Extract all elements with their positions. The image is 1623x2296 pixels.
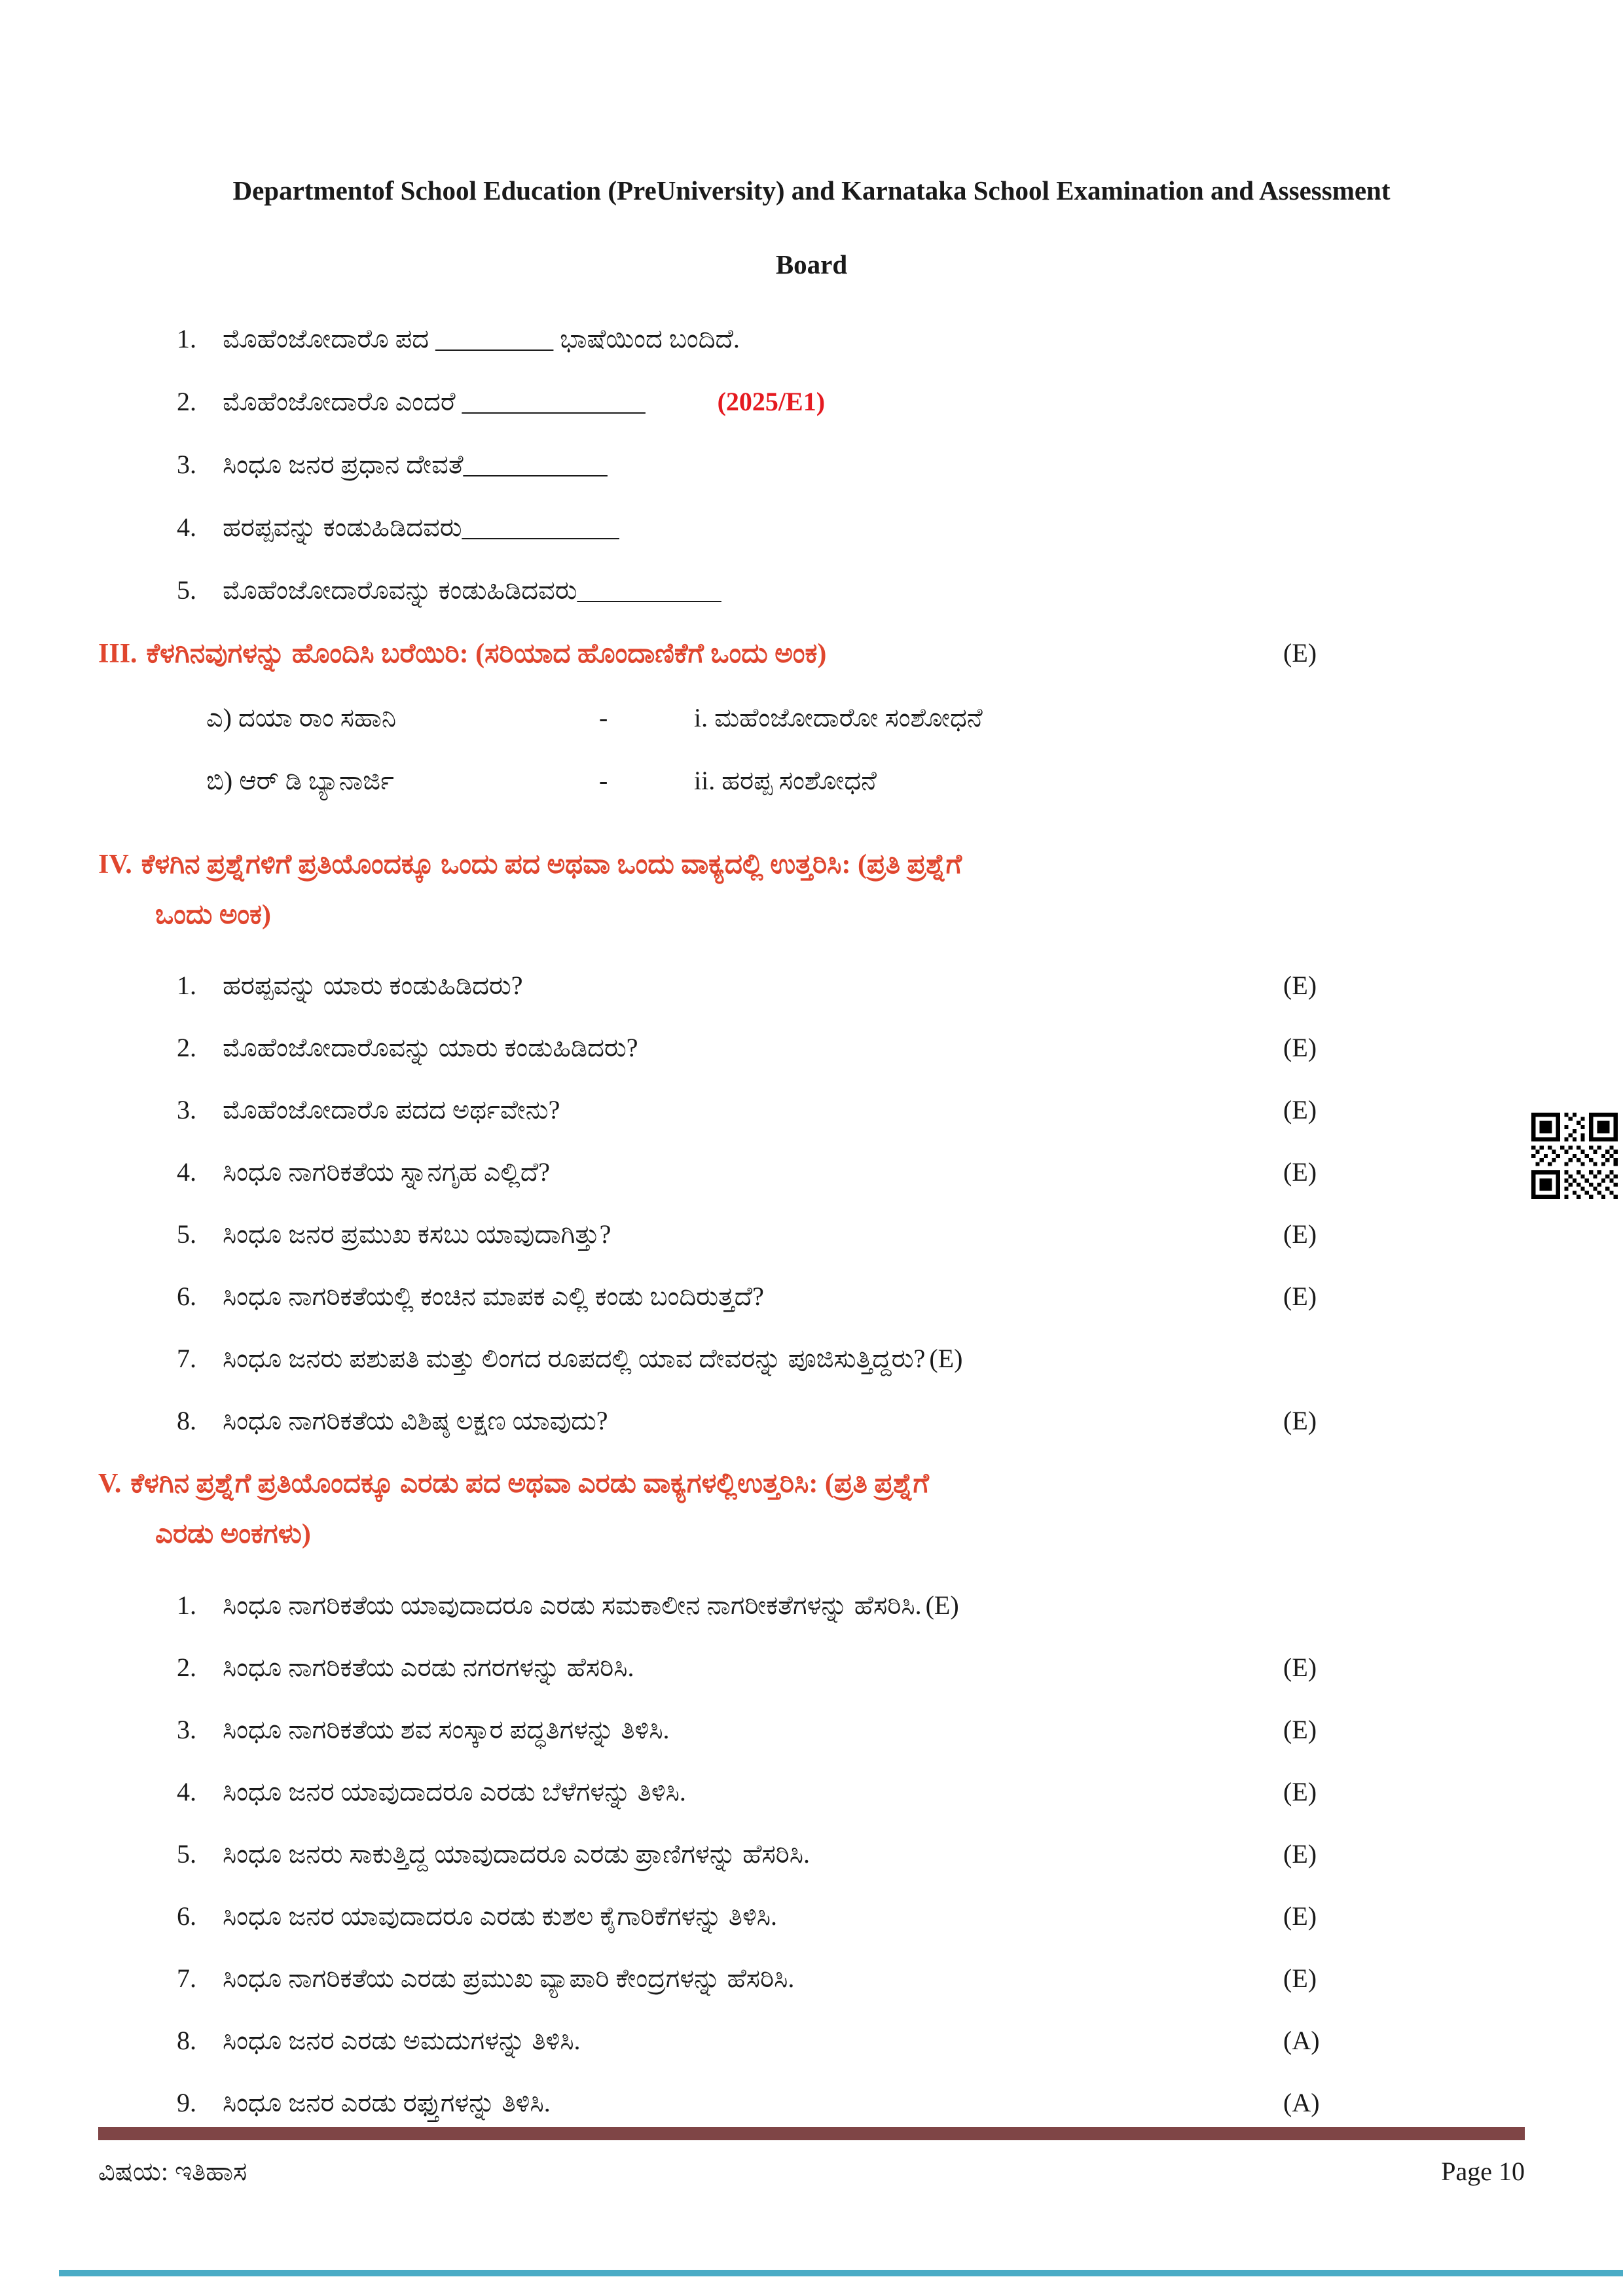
question-mark: (E) — [1283, 1901, 1317, 1931]
question-row — [177, 1651, 1525, 1685]
match-pair — [206, 701, 1525, 735]
question-text: ಮೊಹೆಂಜೋದಾರೊ ಪದದ ಅರ್ಥವೇನು? — [223, 1095, 560, 1125]
question-number: 5. — [177, 1839, 196, 1869]
question-row — [177, 1775, 1525, 1809]
item-number: 2. — [177, 386, 196, 416]
question-mark: (E) — [925, 1590, 959, 1620]
question-row — [177, 1280, 1525, 1314]
question-number: 2. — [177, 1652, 196, 1682]
question-row — [177, 969, 1525, 1003]
question-row — [177, 1588, 1525, 1623]
question-text: ಸಿಂಧೂ ನಾಗರಿಕತೆಯ ಶವ ಸಂಸ್ಕಾರ ಪದ್ಧತಿಗಳನ್ನು ತಿಳಿಸಿ. — [223, 1714, 670, 1744]
footer-rule — [98, 2127, 1525, 2140]
question-number: 1. — [177, 971, 196, 1001]
match-left: ಎ) ದಯಾ ರಾಂ ಸಹಾನಿ — [206, 703, 397, 733]
question-row — [177, 2086, 1525, 2120]
qr-code — [1531, 1113, 1618, 1199]
section-heading-line1 — [98, 1466, 1525, 1502]
section-iv-heading — [98, 847, 1525, 933]
fill-blank-item — [177, 573, 1525, 607]
question-text: ಸಿಂಧೂ ನಾಗರಿಕತೆಯ ಎರಡು ನಗರಗಳನ್ನು ಹೆಸರಿಸಿ. — [223, 1652, 634, 1682]
section-heading-line2: ಎರಡು ಅಂಕಗಳು) — [155, 1518, 311, 1549]
item-number: 4. — [177, 512, 196, 542]
question-number: 1. — [177, 1590, 196, 1620]
fill-blank-list — [177, 322, 1525, 607]
question-number: 8. — [177, 2025, 196, 2055]
question-text: ಮೊಹೆಂಜೋದಾರೊವನ್ನು ಯಾರು ಕಂಡುಹಿಡಿದರು? — [223, 1033, 638, 1063]
section-heading-line1 — [98, 847, 1525, 883]
section-heading-line2: ಒಂದು ಅಂಕ) — [155, 899, 271, 930]
question-row — [177, 1404, 1525, 1438]
question-row — [177, 1031, 1525, 1065]
section-number: III. — [98, 638, 137, 669]
section-iii-heading — [98, 636, 1525, 672]
question-number: 3. — [177, 1095, 196, 1125]
item-text: ಸಿಂಧೂ ಜನರ ಪ್ರಧಾನ ದೇವತೆ___________ — [223, 449, 608, 479]
question-mark: (E) — [1283, 1095, 1317, 1125]
question-row — [177, 1155, 1525, 1189]
item-number: 5. — [177, 575, 196, 605]
question-number: 7. — [177, 1963, 196, 1993]
question-row — [177, 1342, 1525, 1376]
question-mark: (E) — [1283, 1714, 1317, 1744]
question-row — [177, 1713, 1525, 1747]
question-mark: (E) — [1283, 1033, 1317, 1063]
page-header — [0, 173, 1623, 283]
match-pair-list — [206, 701, 1525, 798]
section-title: ಕೆಳಗಿನ ಪ್ರಶ್ನೆಗಳಿಗೆ ಪ್ರತಿಯೊಂದಕ್ಕೂ ಒಂದು ಪದ ಅಥವಾ ಒಂದು ವಾಕ್ಯದಲ್ಲಿ ಉತ್ತರಿಸಿ: (ಪ್ರತಿ ಪ್ರಶ್ನೆಗೆ — [141, 850, 962, 880]
question-number: 9. — [177, 2087, 196, 2117]
question-text: ಸಿಂಧೂ ಜನರ ಪ್ರಮುಖ ಕಸಬು ಯಾವುದಾಗಿತ್ತು? — [223, 1219, 611, 1249]
question-mark: (E) — [1283, 1652, 1317, 1682]
section-number: V. — [98, 1469, 122, 1499]
item-text: ಮೊಹೆಂಜೋದಾರೊ ಪದ _________ ಭಾಷೆಯಿಂದ ಬಂದಿದೆ. — [223, 323, 740, 353]
question-row — [177, 1093, 1525, 1127]
section-v-question-list — [177, 1588, 1525, 2120]
question-text: ಸಿಂಧೂ ಜನರ ಯಾವುದಾದರೂ ಎರಡು ಕುಶಲ ಕೈಗಾರಿಕೆಗಳನ್ನು ತಿಳಿಸಿ. — [223, 1901, 777, 1931]
fill-blank-item — [177, 322, 1525, 356]
question-text: ಸಿಂಧೂ ನಾಗರಿಕತೆಯಲ್ಲಿ ಕಂಚಿನ ಮಾಪಕ ಎಲ್ಲಿ ಕಂಡು ಬಂದಿರುತ್ತದೆ? — [223, 1282, 764, 1312]
section-title: ಕೆಳಗಿನವುಗಳನ್ನು ಹೊಂದಿಸಿ ಬರೆಯಿರಿ: (ಸರಿಯಾದ ಹೊಂದಾಣಿಕೆಗೆ ಒಂದು ಅಂಕ) — [146, 638, 827, 669]
year-code-marker: (2025/E1) — [717, 386, 826, 416]
fill-blank-item — [177, 448, 1525, 482]
item-number: 1. — [177, 323, 196, 353]
question-number: 3. — [177, 1714, 196, 1744]
question-mark: (E) — [1283, 1406, 1317, 1436]
question-text: ಸಿಂಧೂ ಜನರ ಯಾವುದಾದರೂ ಎರಡು ಬೆಳೆಗಳನ್ನು ತಿಳಿಸಿ. — [223, 1776, 686, 1806]
section-title: ಕೆಳಗಿನ ಪ್ರಶ್ನೆಗೆ ಪ್ರತಿಯೊಂದಕ್ಕೂ ಎರಡು ಪದ ಅಥವಾ ಎರಡು ವಾಕ್ಯಗಳಲ್ಲಿಉತ್ತರಿಸಿ: (ಪ್ರತಿ ಪ್ರಶ್ನೆಗೆ — [130, 1469, 929, 1499]
question-mark: (E) — [1283, 971, 1317, 1001]
footer — [98, 2155, 1525, 2189]
question-mark: (A) — [1283, 2087, 1320, 2117]
item-text: ಹರಪ್ಪವನ್ನು ಕಂಡುಹಿಡಿದವರು____________ — [223, 512, 619, 542]
match-left: ಬಿ) ಆರ್ ಡಿ ಬ್ಯಾನಾರ್ಜಿ — [206, 766, 394, 796]
item-text: ಮೊಹೆಂಜೋದಾರೊವನ್ನು ಕಂಡುಹಿಡಿದವರು___________ — [223, 575, 721, 605]
question-row — [177, 2024, 1525, 2058]
question-text: ಸಿಂಧೂ ನಾಗರಿಕತೆಯ ಎರಡು ಪ್ರಮುಖ ವ್ಯಾಪಾರಿ ಕೇಂದ್ರಗಳನ್ನು ಹೆಸರಿಸಿ. — [223, 1963, 795, 1993]
question-text: ಸಿಂಧೂ ಜನರು ಸಾಕುತ್ತಿದ್ದ ಯಾವುದಾದರೂ ಎರಡು ಪ್ರಾಣಿಗಳನ್ನು ಹೆಸರಿಸಿ. — [223, 1839, 811, 1869]
question-text: ಸಿಂಧೂ ನಾಗರಿಕತೆಯ ಸ್ನಾನಗೃಹ ಎಲ್ಲಿದೆ? — [223, 1157, 550, 1187]
match-dash: - — [599, 766, 608, 796]
question-row — [177, 1217, 1525, 1251]
question-text: ಸಿಂಧೂ ಜನರು ಪಶುಪತಿ ಮತ್ತು ಲಿಂಗದ ರೂಪದಲ್ಲಿ ಯಾವ ದೇವರನ್ನು ಪೂಜಿಸುತ್ತಿದ್ದರು? — [223, 1344, 926, 1374]
question-mark: (E) — [1283, 1219, 1317, 1249]
footer-subject: ವಿಷಯ: ಇತಿಹಾಸ — [98, 2157, 247, 2186]
question-number: 6. — [177, 1282, 196, 1312]
question-mark: (E) — [929, 1344, 963, 1374]
question-number: 7. — [177, 1344, 196, 1374]
bottom-border-line — [59, 2270, 1623, 2276]
question-row — [177, 1899, 1525, 1933]
question-text: ಸಿಂಧೂ ಜನರ ಎರಡು ಅಮದುಗಳನ್ನು ತಿಳಿಸಿ. — [223, 2025, 581, 2055]
question-mark: (E) — [1283, 1776, 1317, 1806]
item-text: ಮೊಹೆಂಜೋದಾರೊ ಎಂದರೆ ______________ — [223, 386, 646, 416]
question-number: 4. — [177, 1157, 196, 1187]
question-mark: (A) — [1283, 2025, 1320, 2055]
question-text: ಸಿಂಧೂ ನಾಗರಿಕತೆಯ ವಿಶಿಷ್ಠ ಲಕ್ಷಣ ಯಾವುದು? — [223, 1406, 608, 1436]
question-mark: (E) — [1283, 1963, 1317, 1993]
question-text: ಹರಪ್ಪವನ್ನು ಯಾರು ಕಂಡುಹಿಡಿದರು? — [223, 971, 523, 1001]
match-right: ii. ಹರಪ್ಪ ಸಂಶೋಧನೆ — [694, 766, 877, 796]
fill-blank-item — [177, 511, 1525, 545]
match-dash: - — [599, 703, 608, 733]
section-number: IV. — [98, 850, 132, 880]
section-v-heading — [98, 1466, 1525, 1552]
question-number: 5. — [177, 1219, 196, 1249]
match-right: i. ಮಹೆಂಜೋದಾರೋ ಸಂಶೋಧನೆ — [694, 703, 983, 733]
item-number: 3. — [177, 449, 196, 479]
question-number: 6. — [177, 1901, 196, 1931]
question-number: 4. — [177, 1776, 196, 1806]
question-mark: (E) — [1283, 1157, 1317, 1187]
header-title-line1: Departmentof School Education (PreUniversity) and Karnataka School Examination and Assessment — [232, 175, 1391, 206]
header-title-line2: Board — [775, 249, 848, 280]
match-pair — [206, 764, 1525, 798]
question-mark: (E) — [1283, 1282, 1317, 1312]
question-row — [177, 1962, 1525, 1996]
footer-page-number: Page 10 — [1441, 2157, 1525, 2186]
question-number: 8. — [177, 1406, 196, 1436]
section-iv-question-list — [177, 969, 1525, 1438]
mark-badge: (E) — [1283, 637, 1317, 668]
question-text: ಸಿಂಧೂ ನಾಗರಿಕತೆಯ ಯಾವುದಾದರೂ ಎರಡು ಸಮಕಾಲೀನ ನಾಗರೀಕತೆಗಳನ್ನು ಹೆಸರಿಸಿ. — [223, 1590, 922, 1620]
question-number: 2. — [177, 1033, 196, 1063]
question-text: ಸಿಂಧೂ ಜನರ ಎರಡು ರಫ್ತುಗಳನ್ನು ತಿಳಿಸಿ. — [223, 2087, 551, 2117]
question-mark: (E) — [1283, 1839, 1317, 1869]
question-row — [177, 1837, 1525, 1871]
fill-blank-item — [177, 385, 1525, 419]
